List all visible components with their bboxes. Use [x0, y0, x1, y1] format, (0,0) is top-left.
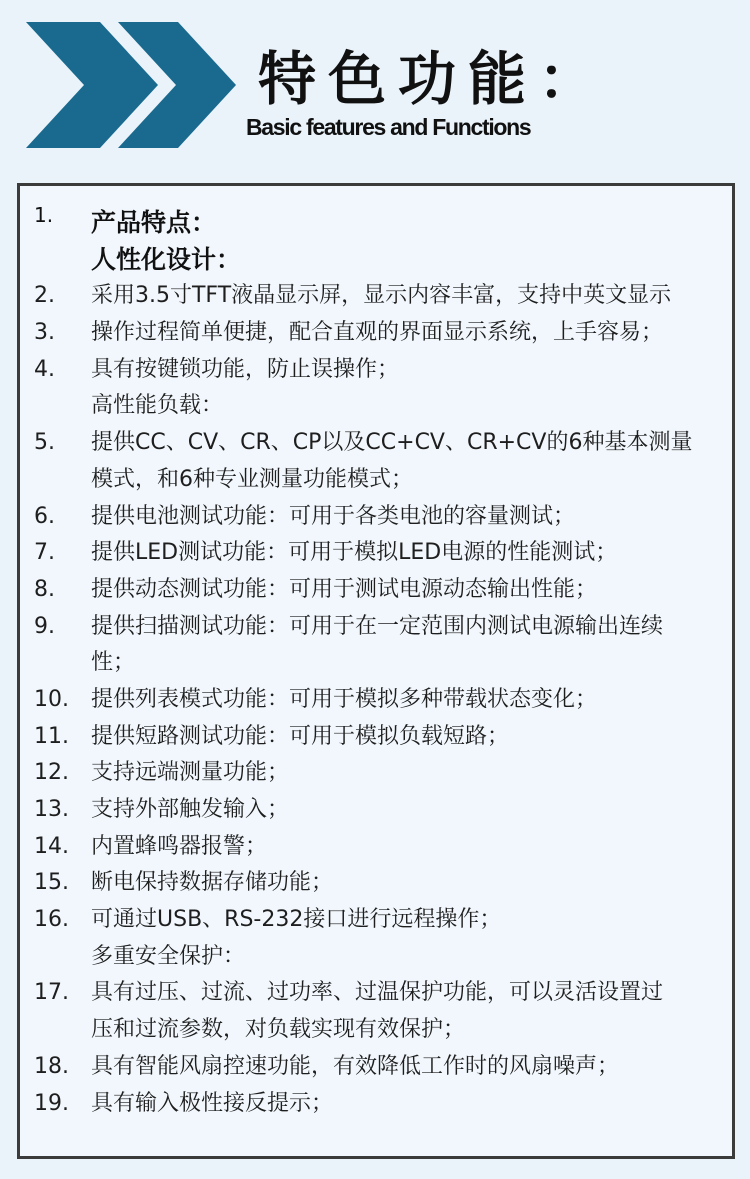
list-item-text: 提供短路测试功能：可用于模拟负载短路； — [91, 723, 510, 749]
list-item-number: 8. — [34, 576, 55, 602]
list-item-number: 15. — [34, 870, 69, 896]
list-item-number: 3. — [34, 320, 55, 346]
list-item — [34, 940, 724, 977]
list-item — [34, 610, 724, 647]
list-item-number: 4. — [34, 356, 55, 382]
list-item-text: 支持外部触发输入； — [91, 797, 290, 822]
list-item — [34, 500, 724, 537]
list-item-number: 10. — [34, 686, 69, 712]
list-item-text: 具有输入极性接反提示； — [91, 1090, 334, 1116]
list-item-number: 12. — [34, 760, 69, 786]
list-item-text: 提供CC、CV、CR、CP以及CC+CV、CR+CV的6种基本测量 — [91, 430, 693, 456]
list-item-number: 19. — [34, 1090, 69, 1116]
list-item-text: 高性能负载： — [91, 393, 224, 419]
list-item-text: 人性化设计： — [91, 244, 242, 274]
list-item-text: 操作过程简单便捷，配合直观的界面显示系统，上手容易； — [91, 320, 664, 346]
list-item — [34, 683, 724, 720]
page-subtitle: Basic features and Functions — [246, 114, 531, 140]
list-item — [34, 243, 724, 280]
list-item-number: 7. — [34, 540, 55, 566]
list-item-number: 5. — [34, 430, 55, 456]
list-item — [34, 279, 724, 316]
page-title: 特色功能： — [258, 45, 609, 113]
features-panel — [17, 183, 735, 1159]
list-item — [34, 389, 724, 426]
list-item — [34, 573, 724, 610]
list-item — [34, 316, 724, 353]
list-item-text: 支持远端测量功能； — [91, 760, 290, 786]
list-item-text: 具有智能风扇控速功能，有效降低工作时的风扇噪声； — [91, 1053, 620, 1079]
list-item — [34, 1050, 724, 1087]
list-item — [34, 353, 724, 390]
list-item — [34, 1087, 724, 1124]
list-item — [34, 793, 724, 830]
list-item-text: 产品特点： — [91, 208, 217, 237]
list-item-text: 具有过压、过流、过功率、过温保护功能，可以灵活设置过 — [91, 980, 664, 1006]
list-item-text: 模式，和6种专业测量功能模式； — [91, 466, 413, 492]
list-item-text: 采用3.5寸TFT液晶显示屏，显示内容丰富，支持中英文显示 — [91, 283, 672, 309]
list-item — [34, 1013, 724, 1050]
list-item-text: 提供动态测试功能：可用于测试电源动态输出性能； — [91, 576, 598, 602]
list-item-number: 9. — [34, 613, 55, 639]
section-header — [0, 0, 750, 170]
list-item-text: 压和过流参数，对负载实现有效保护； — [91, 1017, 466, 1043]
features-list — [34, 203, 724, 1123]
list-item — [34, 866, 724, 903]
list-item-text: 内置蜂鸣器报警； — [91, 833, 268, 859]
list-item-text: 提供扫描测试功能：可用于在一定范围内测试电源输出连续 — [91, 613, 664, 639]
list-item — [34, 426, 724, 463]
list-item-number: 17. — [34, 980, 69, 1006]
list-item-text: 提供电池测试功能：可用于各类电池的容量测试； — [91, 503, 576, 529]
list-item-number: 18. — [34, 1053, 69, 1079]
list-item-number: 2. — [34, 283, 55, 309]
list-item-number: 13. — [34, 797, 69, 822]
list-item — [34, 756, 724, 793]
list-item-number: 16. — [34, 907, 69, 933]
list-item-text: 多重安全保护： — [91, 943, 246, 969]
list-item-number: 14. — [34, 833, 69, 859]
list-item — [34, 830, 724, 867]
list-item — [34, 646, 724, 683]
list-item-text: 可通过USB、RS-232接口进行远程操作； — [91, 907, 502, 933]
list-item — [34, 976, 724, 1013]
list-item — [34, 536, 724, 573]
list-item-number: 1. — [34, 203, 54, 227]
list-item-text: 性； — [91, 650, 136, 676]
list-item — [34, 903, 724, 940]
list-item — [34, 203, 724, 243]
list-item-text: 提供列表模式功能：可用于模拟多种带载状态变化； — [91, 686, 598, 712]
list-item — [34, 463, 724, 500]
list-item-text: 断电保持数据存储功能； — [91, 870, 334, 896]
chevron-arrows-icon — [0, 0, 240, 160]
list-item-number: 11. — [34, 723, 69, 749]
list-item-number: 6. — [34, 503, 55, 529]
list-item-text: 提供LED测试功能：可用于模拟LED电源的性能测试； — [91, 540, 618, 566]
list-item — [34, 720, 724, 757]
list-item-text: 具有按键锁功能，防止误操作； — [91, 356, 400, 382]
